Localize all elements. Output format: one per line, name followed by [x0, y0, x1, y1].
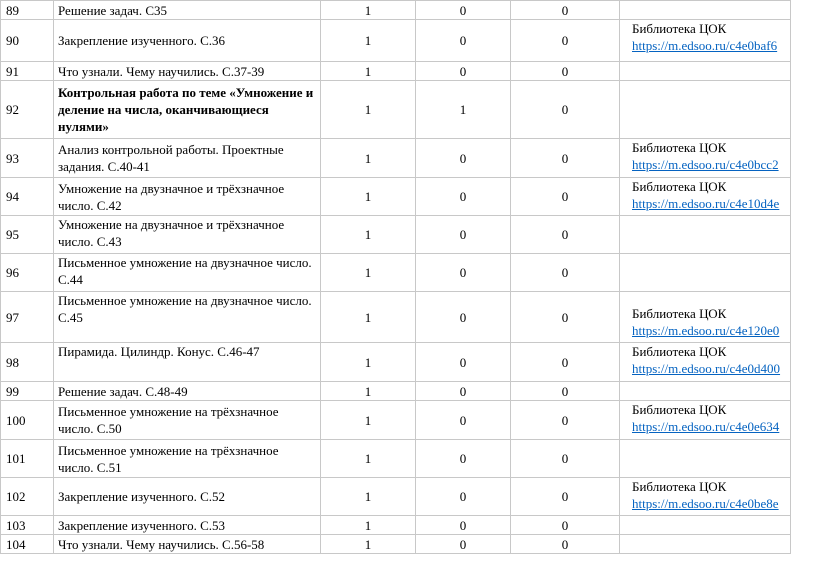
lesson-number: 90 [1, 20, 54, 62]
lesson-topic: Письменное умножение на двузначное число. С.44 [54, 254, 321, 292]
lesson-number: 99 [1, 382, 54, 401]
lesson-topic: Письменное умножение на трёхзначное число. С.51 [54, 440, 321, 478]
hours-control: 0 [416, 254, 511, 292]
hours-control: 0 [416, 382, 511, 401]
table-row [1, 139, 791, 178]
hours-practice: 0 [511, 178, 620, 216]
lesson-topic: Закрепление изученного. С.53 [54, 516, 321, 535]
table-row [1, 343, 791, 382]
resource-cell [620, 401, 791, 440]
library-label: Библиотека ЦОК [632, 344, 727, 359]
hours-practice: 0 [511, 401, 620, 440]
hours-practice: 0 [511, 139, 620, 178]
hours-control: 0 [416, 292, 511, 343]
lesson-topic: Умножение на двузначное и трёхзначное число. С.43 [54, 216, 321, 254]
resource-cell [620, 254, 791, 292]
lesson-topic: Закрепление изученного. С.36 [54, 20, 321, 62]
lesson-topic: Анализ контрольной работы. Проектные задания. С.40-41 [54, 139, 321, 178]
hours-total: 1 [321, 401, 416, 440]
lesson-number: 92 [1, 81, 54, 139]
library-label: Библиотека ЦОК [632, 306, 727, 321]
hours-total: 1 [321, 62, 416, 81]
lesson-number: 101 [1, 440, 54, 478]
table-row [1, 478, 791, 516]
resource-link[interactable]: https://m.edsoo.ru/c4e0d400 [632, 361, 781, 376]
hours-practice: 0 [511, 62, 620, 81]
hours-practice: 0 [511, 478, 620, 516]
table-row [1, 216, 791, 254]
table-row [1, 401, 791, 440]
hours-total: 1 [321, 478, 416, 516]
hours-practice: 0 [511, 216, 620, 254]
hours-control: 0 [416, 178, 511, 216]
resource-cell [620, 343, 791, 382]
hours-practice: 0 [511, 516, 620, 535]
resource-cell [620, 292, 791, 343]
lesson-topic: Письменное умножение на трёхзначное число. С.50 [54, 401, 321, 440]
lesson-topic: Контрольная работа по теме «Умножение и деление на числа, оканчивающиеся нулями» [54, 81, 321, 139]
hours-practice: 0 [511, 1, 620, 20]
library-label: Библиотека ЦОК [632, 179, 727, 194]
resource-link[interactable]: https://m.edsoo.ru/c4e0bcc2 [632, 157, 779, 172]
table-row [1, 516, 791, 535]
library-label: Библиотека ЦОК [632, 140, 727, 155]
lesson-number: 97 [1, 292, 54, 343]
hours-control: 0 [416, 478, 511, 516]
lesson-topic: Решение задач. С35 [54, 1, 321, 20]
lesson-number: 93 [1, 139, 54, 178]
table-row [1, 440, 791, 478]
lesson-topic: Закрепление изученного. С.52 [54, 478, 321, 516]
resource-cell [620, 62, 791, 81]
lesson-number: 102 [1, 478, 54, 516]
resource-cell [620, 516, 791, 535]
lesson-topic: Пирамида. Цилиндр. Конус. С.46-47 [54, 343, 321, 382]
hours-control: 0 [416, 401, 511, 440]
lesson-topic: Умножение на двузначное и трёхзначное число. С.42 [54, 178, 321, 216]
lesson-number: 103 [1, 516, 54, 535]
table-row [1, 178, 791, 216]
lesson-number: 98 [1, 343, 54, 382]
hours-total: 1 [321, 535, 416, 554]
resource-cell [620, 139, 791, 178]
library-label: Библиотека ЦОК [632, 21, 727, 36]
hours-control: 0 [416, 440, 511, 478]
resource-link[interactable]: https://m.edsoo.ru/c4e10d4e [632, 196, 780, 211]
table-row [1, 81, 791, 139]
library-label: Библиотека ЦОК [632, 479, 727, 494]
hours-control: 0 [416, 20, 511, 62]
lesson-number: 100 [1, 401, 54, 440]
lesson-number: 104 [1, 535, 54, 554]
table-row [1, 62, 791, 81]
table-row [1, 535, 791, 554]
lesson-number: 96 [1, 254, 54, 292]
lesson-number: 95 [1, 216, 54, 254]
hours-total: 1 [321, 254, 416, 292]
resource-link[interactable]: https://m.edsoo.ru/c4e0be8e [632, 496, 779, 511]
hours-practice: 0 [511, 81, 620, 139]
resource-cell [620, 478, 791, 516]
lesson-topic: Письменное умножение на двузначное число. С.45 [54, 292, 321, 343]
resource-link[interactable]: https://m.edsoo.ru/c4e0baf6 [632, 38, 778, 53]
hours-control: 0 [416, 216, 511, 254]
resource-link[interactable]: https://m.edsoo.ru/c4e120e0 [632, 323, 780, 338]
hours-total: 1 [321, 440, 416, 478]
table-row [1, 254, 791, 292]
hours-control: 0 [416, 1, 511, 20]
resource-cell [620, 81, 791, 139]
resource-cell [620, 382, 791, 401]
lesson-number: 89 [1, 1, 54, 20]
hours-practice: 0 [511, 535, 620, 554]
resource-cell [620, 1, 791, 20]
hours-total: 1 [321, 81, 416, 139]
hours-total: 1 [321, 139, 416, 178]
hours-practice: 0 [511, 343, 620, 382]
lesson-topic: Что узнали. Чему научились. С.56-58 [54, 535, 321, 554]
resource-cell [620, 20, 791, 62]
table-row [1, 1, 791, 20]
hours-total: 1 [321, 382, 416, 401]
hours-control: 0 [416, 139, 511, 178]
hours-total: 1 [321, 343, 416, 382]
resource-cell [620, 440, 791, 478]
table-row [1, 20, 791, 62]
hours-total: 1 [321, 178, 416, 216]
hours-practice: 0 [511, 254, 620, 292]
lesson-topic: Что узнали. Чему научились. С.37-39 [54, 62, 321, 81]
hours-control: 0 [416, 516, 511, 535]
lesson-number: 91 [1, 62, 54, 81]
hours-practice: 0 [511, 382, 620, 401]
hours-control: 1 [416, 81, 511, 139]
hours-total: 1 [321, 216, 416, 254]
resource-cell [620, 178, 791, 216]
hours-total: 1 [321, 1, 416, 20]
hours-total: 1 [321, 292, 416, 343]
library-label: Библиотека ЦОК [632, 402, 727, 417]
hours-control: 0 [416, 535, 511, 554]
hours-practice: 0 [511, 292, 620, 343]
hours-practice: 0 [511, 440, 620, 478]
hours-practice: 0 [511, 20, 620, 62]
lesson-topic: Решение задач. С.48-49 [54, 382, 321, 401]
resource-cell [620, 535, 791, 554]
hours-control: 0 [416, 343, 511, 382]
table-row [1, 382, 791, 401]
lesson-number: 94 [1, 178, 54, 216]
resource-link[interactable]: https://m.edsoo.ru/c4e0e634 [632, 419, 780, 434]
table-row [1, 292, 791, 343]
hours-total: 1 [321, 516, 416, 535]
resource-cell [620, 216, 791, 254]
hours-control: 0 [416, 62, 511, 81]
hours-total: 1 [321, 20, 416, 62]
